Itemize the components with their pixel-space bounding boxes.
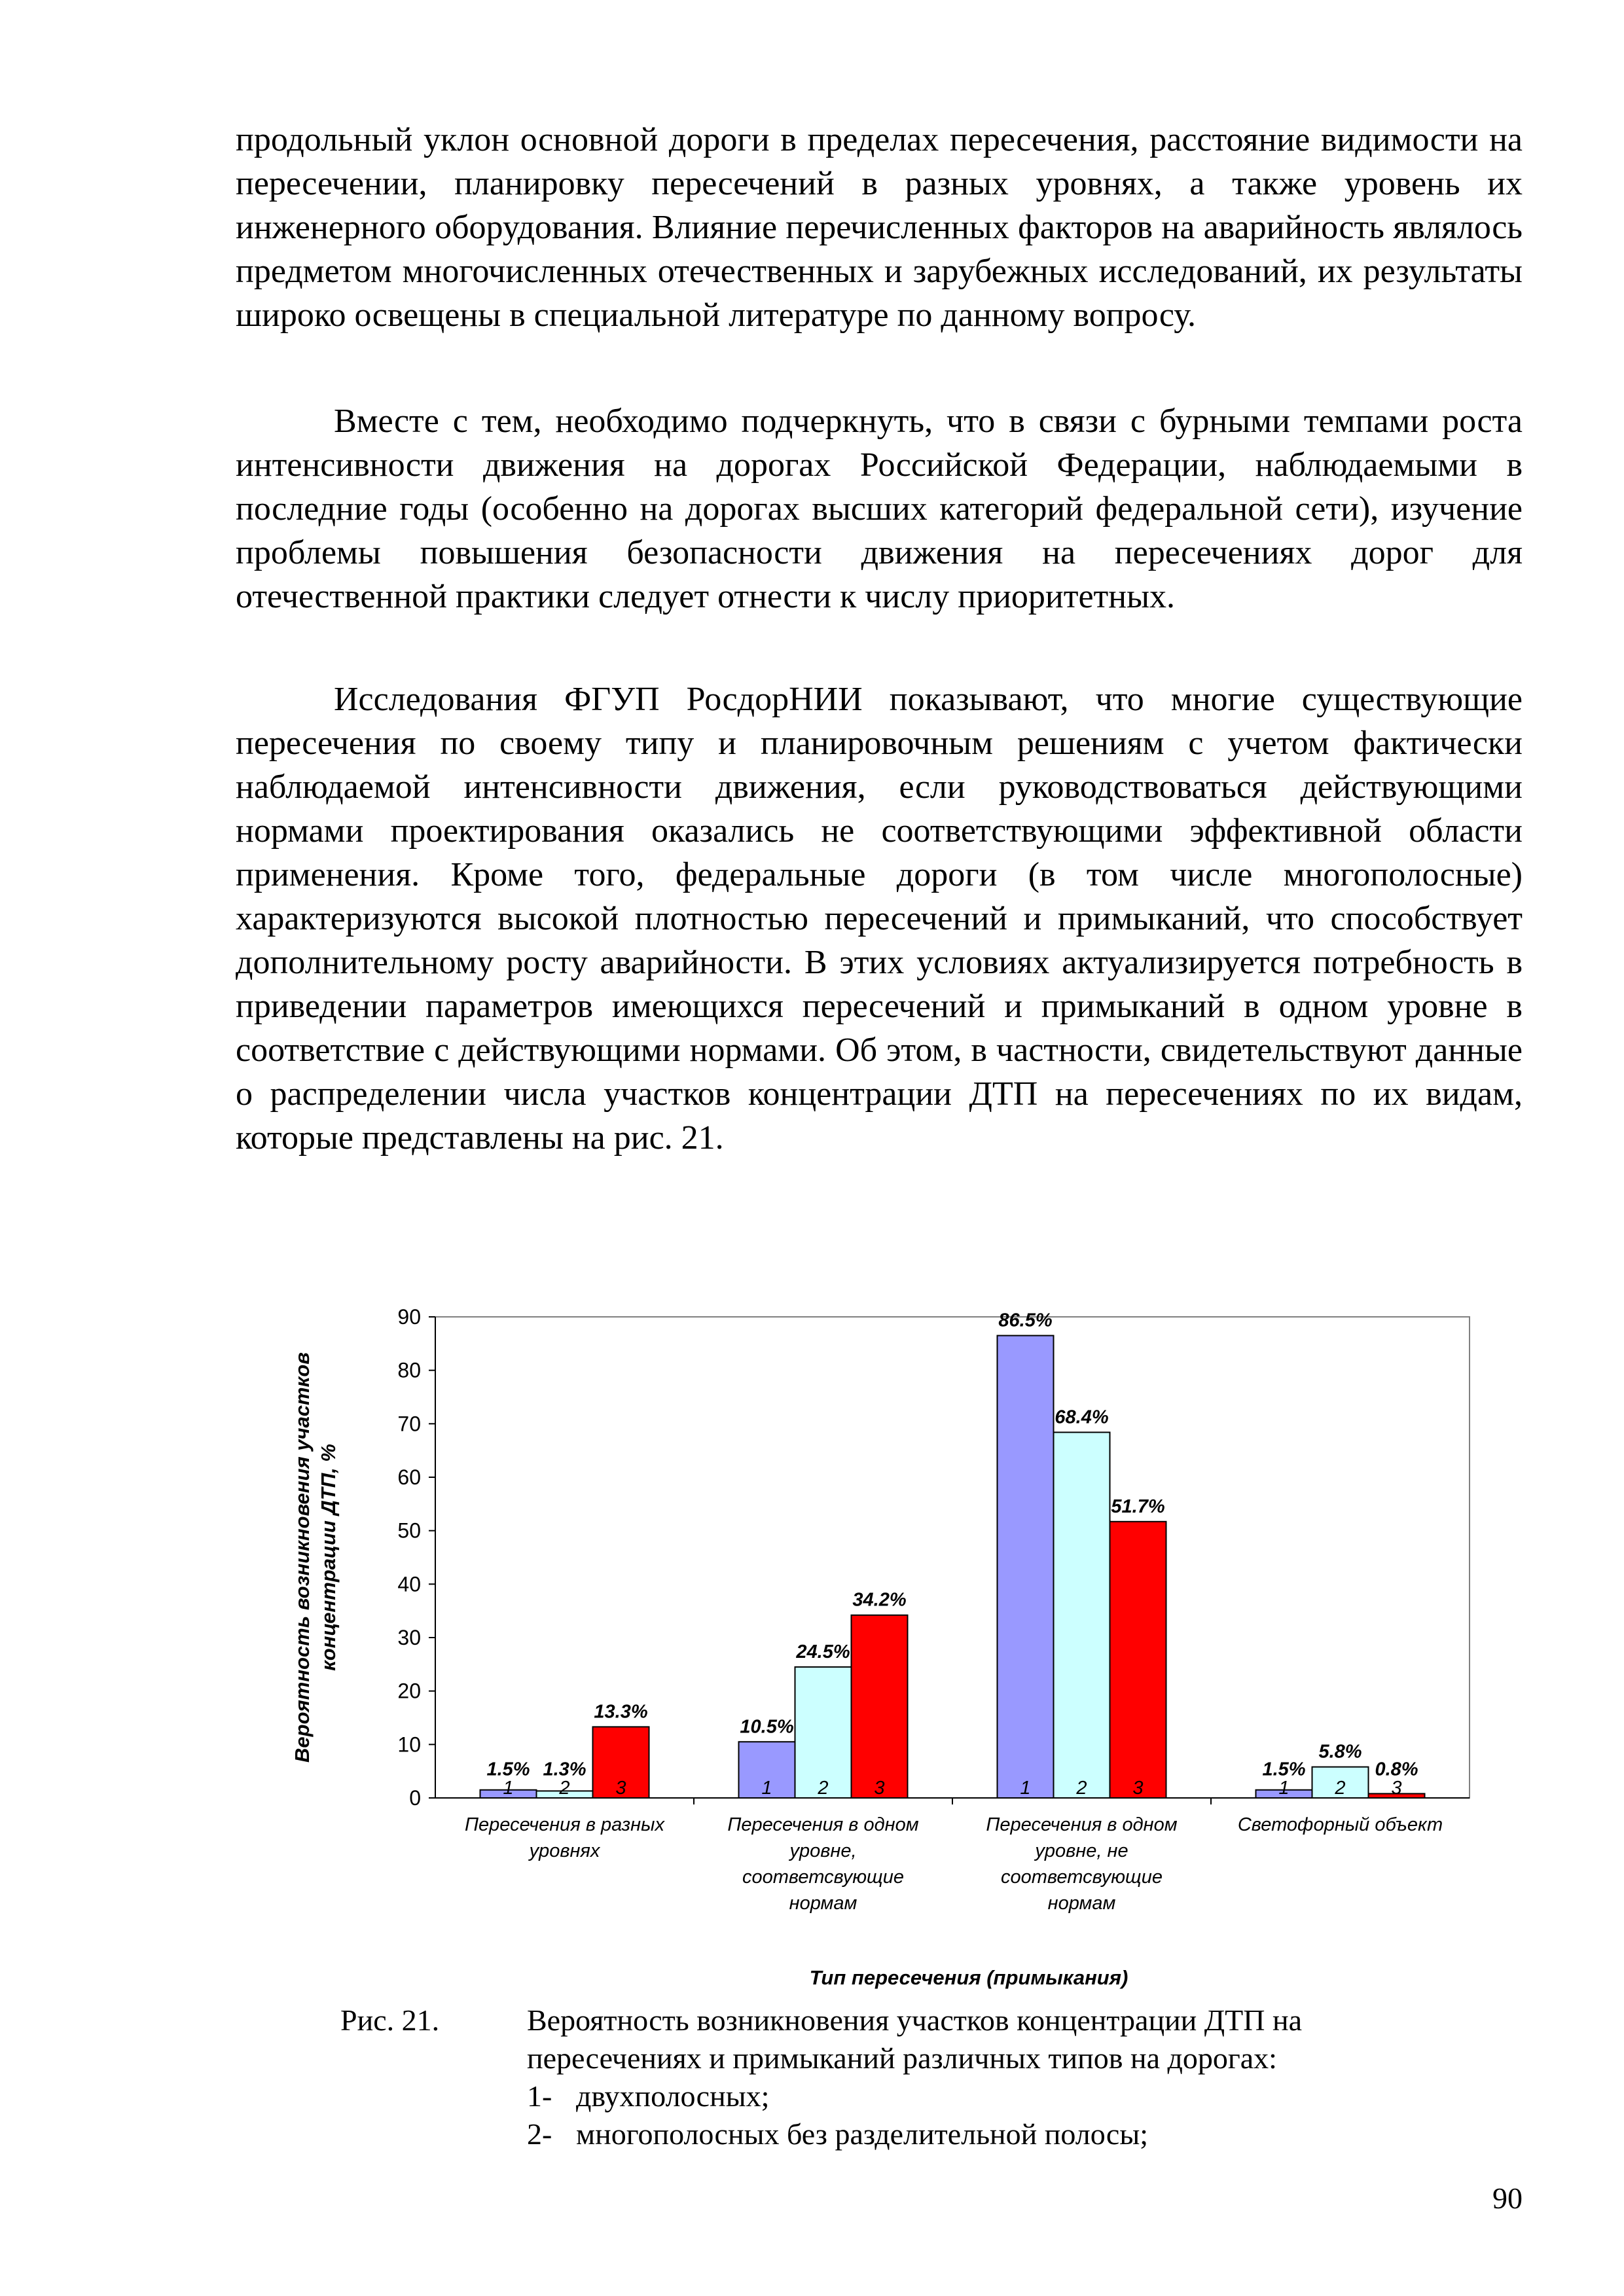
bar-series-1 bbox=[998, 1336, 1054, 1798]
bar-series-number: 1 bbox=[1278, 1778, 1290, 1799]
page-number: 90 bbox=[1492, 2181, 1523, 2215]
y-tick-label: 40 bbox=[397, 1572, 421, 1596]
data-label: 1.3% bbox=[543, 1759, 586, 1780]
y-tick-label: 30 bbox=[397, 1626, 421, 1649]
paragraph-3: Исследования ФГУП РосдорНИИ показывают, что многие существующие пересечения по своему типу и планировочным решениям с учетом фактически наблюдаемой интенсивности движения, если руководствоваться действующими нормами проектирования оказались не соответствующими эффективной области применения. Кроме того, федеральные дороги (в том числе многополосные) характеризуются высокой плотностью пересечений и примыканий, что способствует дополнительному росту аварийности. В этих условиях актуализируется потребность в приведении параметров имеющихся пересечений и примыканий в одном уровне в соответствие с действующими нормами. Об этом, в частности, свидетельствуют данные о распределении числа участков концентрации ДТП на пересечениях по их видам, которые представлены на рис. 21. bbox=[236, 681, 1523, 1157]
figure-caption: Вероятность возникновения участков концентрации ДТП на пересечениях и примыканий различных типов на дорогах: bbox=[527, 2003, 1303, 2075]
figure-label: Рис. 21. bbox=[340, 2003, 440, 2037]
y-tick-label: 60 bbox=[397, 1465, 421, 1489]
bar-series-number: 3 bbox=[874, 1778, 885, 1799]
bar-series-3 bbox=[852, 1615, 908, 1798]
data-label: 1.5% bbox=[1262, 1759, 1306, 1780]
x-category-label: нормам bbox=[789, 1893, 857, 1914]
data-label: 1.5% bbox=[486, 1759, 530, 1780]
bar-series-number: 2 bbox=[1335, 1778, 1346, 1799]
bar-series-3 bbox=[1110, 1522, 1166, 1798]
y-tick-label: 0 bbox=[409, 1786, 421, 1810]
caption-item-text: многополосных без разделительной полосы; bbox=[576, 2117, 1148, 2151]
y-tick-label: 50 bbox=[397, 1518, 421, 1543]
x-category-label: Пересечения в разных bbox=[465, 1814, 664, 1835]
caption-item-number: 2- bbox=[527, 2117, 552, 2151]
x-category-label: соответсвующие bbox=[1001, 1867, 1163, 1888]
y-axis-label bbox=[291, 1352, 340, 1763]
data-label: 68.4% bbox=[1055, 1407, 1109, 1428]
y-axis-label-line: концентрации ДТП, % bbox=[317, 1444, 340, 1671]
bar-series-number: 3 bbox=[1132, 1778, 1144, 1799]
bar-series-number: 1 bbox=[761, 1778, 772, 1799]
paragraph-1: продольный уклон основной дороги в пределах пересечения, расстояние видимости на пересечении, планировку пересечений в разных уровнях, а также уровень их инженерного оборудования. Влияние перечисленных факторов на аварийность являлось предметом многочисленных отечественных и зарубежных исследований, их результаты широко освещены в специальной литературе по данному вопросу. bbox=[236, 121, 1523, 334]
y-tick-label: 80 bbox=[397, 1358, 421, 1382]
x-category-label: уровне, не bbox=[1035, 1840, 1128, 1861]
x-category-label: нормам bbox=[1047, 1893, 1116, 1914]
x-category-label: Светофорный объект bbox=[1237, 1814, 1443, 1835]
data-label: 10.5% bbox=[740, 1716, 794, 1738]
y-tick-label: 20 bbox=[397, 1679, 421, 1703]
data-label: 0.8% bbox=[1375, 1759, 1418, 1780]
x-category-label: Пересечения в одном bbox=[986, 1814, 1178, 1835]
x-category-label: уровне, bbox=[789, 1840, 857, 1861]
data-label: 5.8% bbox=[1318, 1741, 1362, 1763]
caption-item-text: двухполосных; bbox=[576, 2079, 770, 2113]
data-label: 34.2% bbox=[852, 1589, 907, 1611]
paragraph-2: Вместе с тем, необходимо подчеркнуть, что в связи с бурными темпами роста интенсивности движения на дорогах Российской Федерации, наблюдаемыми в последние годы (особенно на дорогах высших категорий федеральной сети), изучение проблемы повышения безопасности движения на пересечениях дорог для отечественной практики следует отнести к числу приоритетных. bbox=[236, 403, 1523, 615]
x-category-label: Пересечения в одном bbox=[727, 1814, 919, 1835]
caption-item-number: 1- bbox=[527, 2079, 552, 2113]
bar-series-number: 1 bbox=[503, 1778, 514, 1799]
bar-series-number: 2 bbox=[1076, 1778, 1087, 1799]
y-tick-label: 70 bbox=[397, 1412, 421, 1436]
data-label: 24.5% bbox=[796, 1641, 850, 1662]
x-axis-title: Тип пересечения (примыкания) bbox=[809, 1966, 1128, 1989]
bar-series-number: 2 bbox=[818, 1778, 829, 1799]
bar-series-2 bbox=[1054, 1432, 1110, 1798]
bar-series-number: 1 bbox=[1020, 1778, 1031, 1799]
data-label: 13.3% bbox=[594, 1701, 648, 1723]
bar-series-number: 3 bbox=[615, 1778, 626, 1799]
plot-area bbox=[435, 1317, 1470, 1798]
y-axis-label-line: Вероятность возникновения участков bbox=[291, 1352, 314, 1763]
y-tick-label: 10 bbox=[397, 1732, 421, 1757]
x-category-label: соответсвующие bbox=[742, 1867, 904, 1888]
bar-chart bbox=[288, 1302, 1492, 1996]
bar-series-number: 2 bbox=[559, 1778, 570, 1799]
y-tick-label: 90 bbox=[397, 1305, 421, 1329]
bar-series-number: 3 bbox=[1391, 1778, 1402, 1799]
x-category-label: уровнях bbox=[529, 1840, 600, 1861]
data-label: 86.5% bbox=[998, 1310, 1053, 1331]
data-label: 51.7% bbox=[1111, 1496, 1165, 1517]
